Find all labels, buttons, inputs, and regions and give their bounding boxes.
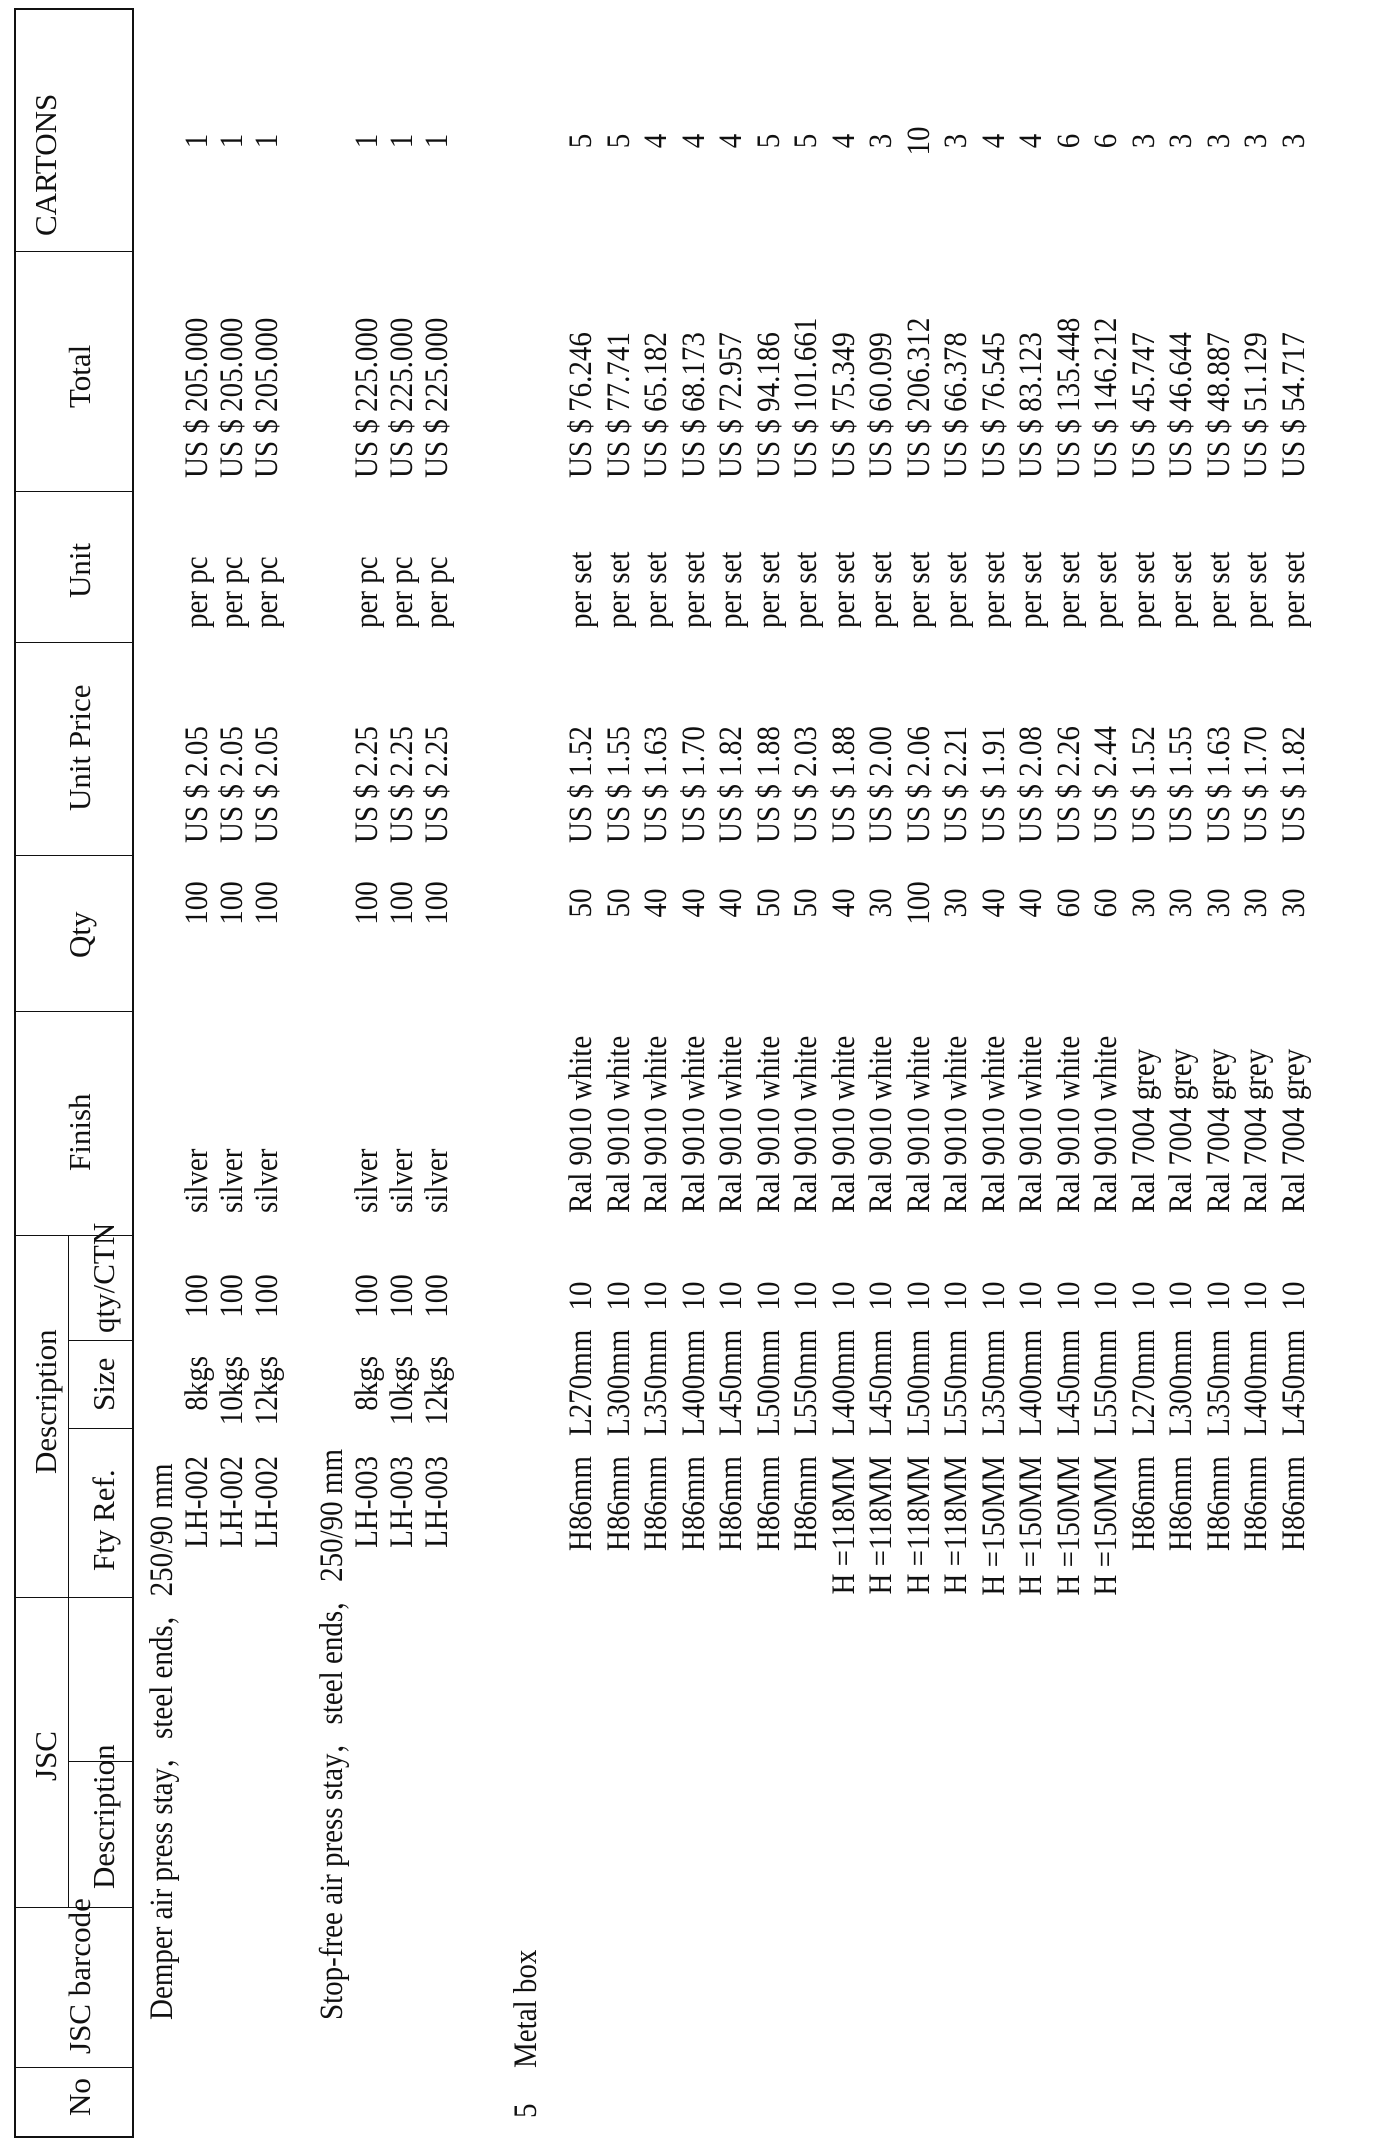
unit-price-cell: US $ 2.05	[214, 726, 250, 843]
finish-cell: silver	[214, 1148, 250, 1213]
size-cell: L350mm	[976, 1329, 1012, 1436]
size-cell: 12kgs	[419, 1356, 455, 1426]
finish-cell: Ral 9010 white	[938, 1035, 974, 1213]
qty-cell: 30	[863, 888, 899, 918]
total-cell: US $ 75.349	[826, 332, 862, 478]
qty-ctn-cell: 10	[676, 1281, 712, 1311]
finish-cell: Ral 9010 white	[976, 1035, 1012, 1213]
section-title: Stop-free air press stay，steel ends，250/90 mm	[314, 1448, 350, 2020]
cartons-cell: 4	[638, 133, 674, 149]
cartons-cell: 1	[349, 133, 385, 149]
total-cell: US $ 60.099	[863, 332, 899, 478]
size-cell: L550mm	[788, 1329, 824, 1436]
fty-ref-cell: LH-002	[214, 1456, 250, 1548]
size-cell: L400mm	[1238, 1329, 1274, 1436]
total-cell: US $ 206.312	[901, 317, 937, 478]
cartons-cell: 3	[1238, 133, 1274, 149]
cartons-cell: 5	[601, 133, 637, 149]
fty-ref-cell: H86mm	[563, 1456, 599, 1552]
qty-cell: 100	[179, 881, 215, 925]
fty-ref-cell: H86mm	[751, 1456, 787, 1552]
qty-ctn-cell: 100	[214, 1274, 250, 1318]
qty-ctn-cell: 100	[249, 1274, 285, 1318]
size-cell: 10kgs	[214, 1356, 250, 1426]
unit-price-cell: US $ 2.25	[419, 726, 455, 843]
cartons-cell: 1	[249, 133, 285, 149]
header-qty-ctn: qty/CTN	[86, 1222, 121, 1333]
unit-cell: per set	[1051, 551, 1087, 628]
total-cell: US $ 51.129	[1238, 332, 1274, 478]
total-cell: US $ 135.448	[1051, 317, 1087, 478]
col-divider	[16, 1011, 132, 1012]
qty-cell: 100	[384, 881, 420, 925]
qty-ctn-cell: 10	[863, 1281, 899, 1311]
qty-ctn-cell: 10	[563, 1281, 599, 1311]
section-title: Demper air press stay，steel ends，250/90 mm	[144, 1463, 180, 2020]
size-cell: 8kgs	[179, 1356, 215, 1411]
size-cell: L300mm	[1163, 1329, 1199, 1436]
unit-price-cell: US $ 1.63	[1201, 726, 1237, 843]
col-divider	[16, 1597, 132, 1598]
qty-cell: 50	[788, 888, 824, 918]
finish-cell: Ral 9010 white	[638, 1035, 674, 1213]
unit-price-cell: US $ 2.06	[901, 726, 937, 843]
total-cell: US $ 101.661	[788, 317, 824, 478]
finish-cell: silver	[179, 1148, 215, 1213]
qty-ctn-cell: 10	[826, 1281, 862, 1311]
total-cell: US $ 225.000	[384, 317, 420, 478]
total-cell: US $ 54.717	[1276, 332, 1312, 478]
unit-cell: per set	[563, 551, 599, 628]
fty-ref-cell: LH-003	[419, 1456, 455, 1548]
col-divider	[16, 491, 132, 492]
unit-cell: per set	[938, 551, 974, 628]
unit-price-cell: US $ 2.25	[349, 726, 385, 843]
finish-cell: Ral 9010 white	[601, 1035, 637, 1213]
unit-cell: per set	[1013, 551, 1049, 628]
fty-ref-cell: LH-003	[384, 1456, 420, 1548]
fty-ref-cell: LH-002	[179, 1456, 215, 1548]
finish-cell: Ral 9010 white	[676, 1035, 712, 1213]
finish-cell: silver	[384, 1148, 420, 1213]
size-cell: 8kgs	[349, 1356, 385, 1411]
qty-cell: 50	[563, 888, 599, 918]
size-cell: L450mm	[713, 1329, 749, 1436]
unit-price-cell: US $ 1.88	[826, 726, 862, 843]
fty-ref-cell: H =150MM	[1013, 1456, 1049, 1596]
qty-cell: 40	[676, 888, 712, 918]
finish-cell: Ral 7004 grey	[1201, 1048, 1237, 1213]
cartons-cell: 1	[384, 133, 420, 149]
cartons-cell: 3	[1163, 133, 1199, 149]
size-cell: L550mm	[938, 1329, 974, 1436]
finish-cell: Ral 7004 grey	[1163, 1048, 1199, 1213]
cartons-cell: 3	[938, 133, 974, 149]
unit-cell: per set	[638, 551, 674, 628]
unit-cell: per set	[1088, 551, 1124, 628]
col-divider	[68, 1340, 132, 1341]
header-unit-price: Unit Price	[62, 684, 97, 811]
qty-ctn-cell: 10	[601, 1281, 637, 1311]
qty-ctn-cell: 10	[1013, 1281, 1049, 1311]
section-number: 5	[508, 2103, 544, 2118]
unit-price-cell: US $ 2.05	[179, 726, 215, 843]
fty-ref-cell: H86mm	[1201, 1456, 1237, 1552]
qty-cell: 30	[1238, 888, 1274, 918]
qty-ctn-cell: 10	[751, 1281, 787, 1311]
total-cell: US $ 65.182	[638, 332, 674, 478]
size-cell: L270mm	[563, 1329, 599, 1436]
unit-price-cell: US $ 2.08	[1013, 726, 1049, 843]
qty-cell: 100	[419, 881, 455, 925]
unit-cell: per set	[1126, 551, 1162, 628]
cartons-cell: 4	[676, 133, 712, 149]
col-divider	[68, 1428, 132, 1429]
unit-cell: per pc	[214, 556, 250, 628]
finish-cell: Ral 9010 white	[563, 1035, 599, 1213]
unit-price-cell: US $ 2.05	[249, 726, 285, 843]
qty-ctn-cell: 100	[384, 1274, 420, 1318]
col-divider	[16, 2067, 132, 2068]
unit-price-cell: US $ 1.70	[676, 726, 712, 843]
finish-cell: Ral 9010 white	[1013, 1035, 1049, 1213]
finish-cell: Ral 7004 grey	[1276, 1048, 1312, 1213]
cartons-cell: 4	[1013, 133, 1049, 149]
total-cell: US $ 225.000	[349, 317, 385, 478]
fty-ref-cell: LH-002	[249, 1456, 285, 1548]
fty-ref-cell: H86mm	[676, 1456, 712, 1552]
qty-ctn-cell: 10	[976, 1281, 1012, 1311]
finish-cell: Ral 9010 white	[751, 1035, 787, 1213]
unit-price-cell: US $ 1.52	[563, 726, 599, 843]
qty-cell: 30	[1276, 888, 1312, 918]
total-cell: US $ 76.545	[976, 332, 1012, 478]
header-no: No	[62, 2078, 97, 2116]
size-cell: L300mm	[601, 1329, 637, 1436]
size-cell: L270mm	[1126, 1329, 1162, 1436]
qty-cell: 100	[901, 881, 937, 925]
cartons-cell: 3	[1276, 133, 1312, 149]
size-cell: L450mm	[1051, 1329, 1087, 1436]
finish-cell: Ral 9010 white	[901, 1035, 937, 1213]
fty-ref-cell: LH-003	[349, 1456, 385, 1548]
unit-price-cell: US $ 2.21	[938, 726, 974, 843]
finish-cell: Ral 9010 white	[1088, 1035, 1124, 1213]
subheader-line	[68, 1236, 69, 1598]
total-cell: US $ 72.957	[713, 332, 749, 478]
unit-price-cell: US $ 1.70	[1238, 726, 1274, 843]
size-cell: L350mm	[638, 1329, 674, 1436]
unit-price-cell: US $ 1.82	[713, 726, 749, 843]
header-finish: Finish	[62, 1093, 97, 1171]
size-cell: L400mm	[676, 1329, 712, 1436]
unit-cell: per set	[1276, 551, 1312, 628]
cartons-cell: 1	[214, 133, 250, 149]
qty-cell: 60	[1051, 888, 1087, 918]
unit-price-cell: US $ 2.03	[788, 726, 824, 843]
cartons-cell: 5	[788, 133, 824, 149]
size-cell: 10kgs	[384, 1356, 420, 1426]
cartons-cell: 1	[179, 133, 215, 149]
unit-cell: per set	[676, 551, 712, 628]
qty-cell: 100	[214, 881, 250, 925]
qty-ctn-cell: 100	[349, 1274, 385, 1318]
fty-ref-cell: H86mm	[1276, 1456, 1312, 1552]
unit-price-cell: US $ 2.25	[384, 726, 420, 843]
qty-cell: 40	[826, 888, 862, 918]
qty-cell: 40	[638, 888, 674, 918]
cartons-cell: 4	[826, 133, 862, 149]
fty-ref-cell: H86mm	[1163, 1456, 1199, 1552]
qty-cell: 30	[1201, 888, 1237, 918]
cartons-cell: 6	[1051, 133, 1087, 149]
cartons-cell: 6	[1088, 133, 1124, 149]
total-cell: US $ 146.212	[1088, 317, 1124, 478]
fty-ref-cell: H =118MM	[938, 1456, 974, 1595]
total-cell: US $ 205.000	[249, 317, 285, 478]
qty-ctn-cell: 10	[1088, 1281, 1124, 1311]
unit-cell: per set	[863, 551, 899, 628]
size-cell: L350mm	[1201, 1329, 1237, 1436]
unit-cell: per set	[826, 551, 862, 628]
qty-ctn-cell: 10	[1276, 1281, 1312, 1311]
finish-cell: Ral 9010 white	[788, 1035, 824, 1213]
col-divider	[16, 251, 132, 252]
qty-cell: 30	[1126, 888, 1162, 918]
table-header-box	[14, 8, 134, 2138]
unit-price-cell: US $ 1.88	[751, 726, 787, 843]
fty-ref-cell: H86mm	[1126, 1456, 1162, 1552]
unit-cell: per pc	[384, 556, 420, 628]
qty-ctn-cell: 10	[1051, 1281, 1087, 1311]
cartons-cell: 3	[1126, 133, 1162, 149]
size-cell: L550mm	[1088, 1329, 1124, 1436]
unit-price-cell: US $ 1.52	[1126, 726, 1162, 843]
qty-cell: 60	[1088, 888, 1124, 918]
unit-price-cell: US $ 1.63	[638, 726, 674, 843]
finish-cell: Ral 9010 white	[1051, 1035, 1087, 1213]
cartons-cell: 10	[901, 126, 937, 156]
size-cell: L450mm	[863, 1329, 899, 1436]
cartons-cell: 1	[419, 133, 455, 149]
total-cell: US $ 68.173	[676, 332, 712, 478]
total-cell: US $ 66.378	[938, 332, 974, 478]
qty-ctn-cell: 10	[1126, 1281, 1162, 1311]
qty-ctn-cell: 10	[788, 1281, 824, 1311]
total-cell: US $ 83.123	[1013, 332, 1049, 478]
qty-ctn-cell: 100	[179, 1274, 215, 1318]
unit-cell: per set	[901, 551, 937, 628]
header-description: Description	[28, 1329, 63, 1474]
unit-cell: per set	[1163, 551, 1199, 628]
unit-price-cell: US $ 2.26	[1051, 726, 1087, 843]
cartons-cell: 4	[976, 133, 1012, 149]
unit-cell: per set	[1238, 551, 1274, 628]
qty-cell: 40	[713, 888, 749, 918]
cartons-cell: 5	[751, 133, 787, 149]
size-cell: 12kgs	[249, 1356, 285, 1426]
header-unit: Unit	[62, 542, 97, 598]
unit-price-cell: US $ 1.91	[976, 726, 1012, 843]
unit-price-cell: US $ 1.82	[1276, 726, 1312, 843]
cartons-cell: 3	[1201, 133, 1237, 149]
finish-cell: Ral 9010 white	[713, 1035, 749, 1213]
finish-cell: silver	[349, 1148, 385, 1213]
total-cell: US $ 45.747	[1126, 332, 1162, 478]
section-title: Metal box	[508, 1949, 544, 2068]
total-cell: US $ 76.246	[563, 332, 599, 478]
header-cartons: CARTONS	[28, 93, 63, 236]
unit-price-cell: US $ 2.44	[1088, 726, 1124, 843]
cartons-cell: 4	[713, 133, 749, 149]
qty-ctn-cell: 10	[713, 1281, 749, 1311]
fty-ref-cell: H =118MM	[826, 1456, 862, 1595]
header-jsc-description: Description	[86, 1744, 121, 1889]
finish-cell: Ral 7004 grey	[1126, 1048, 1162, 1213]
unit-cell: per set	[976, 551, 1012, 628]
size-cell: L500mm	[751, 1329, 787, 1436]
total-cell: US $ 77.741	[601, 332, 637, 478]
total-cell: US $ 46.644	[1163, 332, 1199, 478]
total-cell: US $ 48.887	[1201, 332, 1237, 478]
unit-price-cell: US $ 1.55	[601, 726, 637, 843]
qty-ctn-cell: 10	[938, 1281, 974, 1311]
unit-price-cell: US $ 1.55	[1163, 726, 1199, 843]
size-cell: L500mm	[901, 1329, 937, 1436]
col-divider	[16, 642, 132, 643]
qty-cell: 40	[1013, 888, 1049, 918]
header-total: Total	[62, 344, 97, 408]
qty-ctn-cell: 10	[1163, 1281, 1199, 1311]
size-cell: L400mm	[1013, 1329, 1049, 1436]
size-cell: L450mm	[1276, 1329, 1312, 1436]
qty-ctn-cell: 10	[901, 1281, 937, 1311]
fty-ref-cell: H86mm	[601, 1456, 637, 1552]
qty-cell: 40	[976, 888, 1012, 918]
qty-ctn-cell: 100	[419, 1274, 455, 1318]
finish-cell: silver	[419, 1148, 455, 1213]
header-jsc-barcode: JSC barcode	[62, 1898, 97, 2054]
header-qty: Qty	[62, 911, 97, 958]
total-cell: US $ 205.000	[214, 317, 250, 478]
unit-cell: per pc	[419, 556, 455, 628]
total-cell: US $ 94.186	[751, 332, 787, 478]
size-cell: L400mm	[826, 1329, 862, 1436]
cartons-cell: 3	[863, 133, 899, 149]
unit-cell: per set	[788, 551, 824, 628]
header-jsc: JSC	[28, 1731, 63, 1781]
unit-cell: per set	[601, 551, 637, 628]
qty-cell: 30	[1163, 888, 1199, 918]
unit-cell: per set	[751, 551, 787, 628]
fty-ref-cell: H =118MM	[863, 1456, 899, 1595]
qty-cell: 30	[938, 888, 974, 918]
qty-ctn-cell: 10	[1201, 1281, 1237, 1311]
finish-cell: Ral 9010 white	[863, 1035, 899, 1213]
qty-ctn-cell: 10	[1238, 1281, 1274, 1311]
total-cell: US $ 225.000	[419, 317, 455, 478]
unit-cell: per set	[1201, 551, 1237, 628]
qty-cell: 50	[751, 888, 787, 918]
subheader-line	[68, 1598, 69, 1908]
finish-cell: silver	[249, 1148, 285, 1213]
fty-ref-cell: H86mm	[1238, 1456, 1274, 1552]
unit-cell: per pc	[249, 556, 285, 628]
fty-ref-cell: H86mm	[788, 1456, 824, 1552]
qty-ctn-cell: 10	[638, 1281, 674, 1311]
total-cell: US $ 205.000	[179, 317, 215, 478]
unit-price-cell: US $ 2.00	[863, 726, 899, 843]
cartons-cell: 5	[563, 133, 599, 149]
header-size: Size	[86, 1357, 121, 1411]
fty-ref-cell: H86mm	[713, 1456, 749, 1552]
col-divider	[16, 855, 132, 856]
qty-cell: 100	[249, 881, 285, 925]
unit-cell: per pc	[349, 556, 385, 628]
unit-cell: per pc	[179, 556, 215, 628]
finish-cell: Ral 9010 white	[826, 1035, 862, 1213]
fty-ref-cell: H =150MM	[976, 1456, 1012, 1596]
finish-cell: Ral 7004 grey	[1238, 1048, 1274, 1213]
fty-ref-cell: H =150MM	[1051, 1456, 1087, 1596]
header-fty-ref: Fty Ref.	[86, 1469, 121, 1571]
qty-cell: 50	[601, 888, 637, 918]
fty-ref-cell: H =118MM	[901, 1456, 937, 1595]
unit-cell: per set	[713, 551, 749, 628]
fty-ref-cell: H86mm	[638, 1456, 674, 1552]
qty-cell: 100	[349, 881, 385, 925]
fty-ref-cell: H =150MM	[1088, 1456, 1124, 1596]
